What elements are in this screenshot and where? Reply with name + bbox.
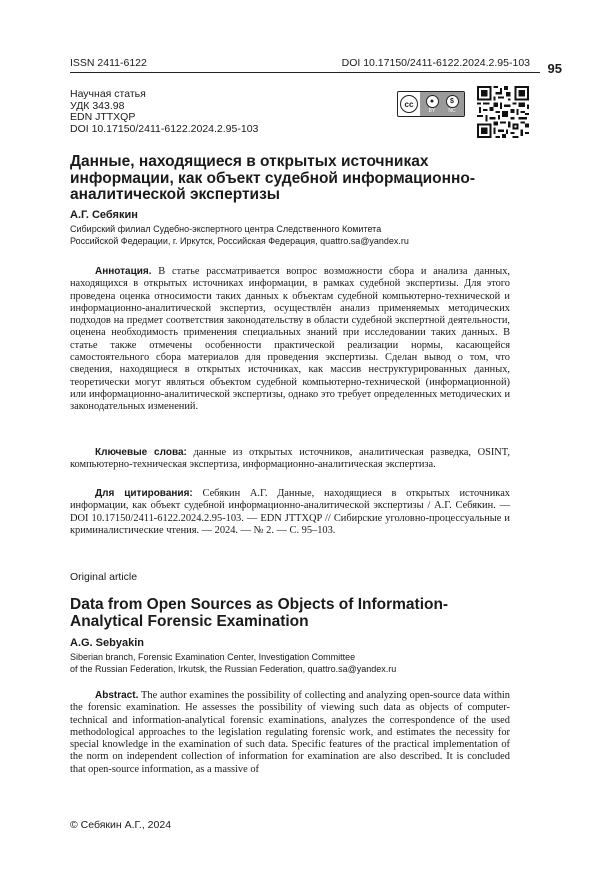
citation-text: Себякин А.Г. Данные, находящиеся в открытых источниках информации, как объект судебной информационно-аналитической экспертизы / А.Г. Себякин. — DOI 10.17150/2411-6122.2024.2.95-103. — EDN JTTXQP // Сибирские уголовно-процессуальные и криминалистические чтения. — 2024. — № 2. — С. 95–103. [70, 488, 511, 536]
article-type-en: Original article [70, 571, 138, 583]
article-title-ru: Данные, находящиеся в открытых источниках информации, как объект судебной информационно-аналитической экспертизы [70, 153, 476, 203]
copyright-notice: © Себякин А.Г., 2024 [70, 819, 172, 831]
cc-logo-icon: cc [398, 92, 420, 116]
abstract-label: Аннотация. [95, 266, 152, 277]
author-name-en: A.G. Sebyakin [70, 637, 144, 649]
page-number: 95 [547, 61, 562, 76]
by-attribution-icon: ● [426, 95, 439, 108]
abstract-ru [70, 266, 510, 414]
nc-noncommercial-icon: $ [446, 95, 459, 108]
affiliation-line: Российской Федерации, г. Иркутск, Российская Федерация, quattro.sa@yandex.ru [70, 235, 409, 246]
udk-code: УДК 343.98 [70, 99, 125, 112]
article-meta [70, 89, 258, 135]
keywords-ru [70, 447, 510, 472]
qr-code-icon[interactable] [477, 86, 529, 138]
author-affiliation-ru [70, 224, 409, 247]
affiliation-line: Siberian branch, Forensic Examination Center, Investigation Committee [70, 652, 356, 662]
article-title-en: Data from Open Sources as Objects of Information-Analytical Forensic Examination [70, 596, 449, 630]
affiliation-line: Сибирский филиал Судебно-экспертного центра Следственного Комитета [70, 224, 382, 234]
affiliation-line: of the Russian Federation, Irkutsk, the Russian Federation, quattro.sa@yandex.ru [70, 663, 397, 674]
abstract-text: The author examines the possibility of collecting and analyzing open-source data within the forensic examination. He assesses the possibility of viewing such data as objects of computer-technical and information-analytical forensic examinations, analyzes the correspondence of the used methodological approaches to the legislation regulating forensic work, and estimates the necessity for special knowledge in the examination of such data. Specific features of the practical implementation of the norm on independent collection of information for examination are also described. It is concluded that open-source information, as a massive of [70, 690, 510, 775]
running-header-doi: DOI 10.17150/2411-6122.2024.2.95-103 [341, 57, 530, 69]
author-affiliation-en [70, 652, 396, 675]
abstract-text: В статье рассматривается вопрос возможности сбора и анализа данных, находящихся в открытых источниках информации, в рамках судебной экспертизы. Для этого проведена оценка относимости таких данных к объектам судебной компьютерно-технической и информационно-аналитической экспертиз, осуществлён анализ применяемых методических подходов на предмет соответствия законодательству в области судебной экспертной деятельности, оценена необходимость применения специальных знаний при исследовании таких данных. В статье также отмечены особенности практической реализации нормы, касающейся самостоятельного сбора материалов для проведения экспертизы. Сделан вывод о том, что сведения, находящиеся в открытых источниках, как массив неструктурированных данных, теоретически могут являться объектом судебной компьютерно-технической (информационной) или информационно-аналитической экспертизы, однако это требует определенных методических и законодательных изменений. [70, 266, 510, 413]
header-rule [70, 72, 540, 73]
article-doi: DOI 10.17150/2411-6122.2024.2.95-103 [70, 122, 259, 135]
by-label: BY [428, 107, 436, 114]
article-type: Научная статья [70, 88, 146, 100]
cc-license-badge[interactable] [397, 91, 465, 117]
edn-code: EDN JTTXQP [70, 111, 136, 124]
citation-label: Для цитирования: [95, 488, 193, 499]
journal-issn: ISSN 2411-6122 [70, 57, 147, 69]
abstract-label: Abstract. [95, 690, 139, 701]
author-name-ru: А.Г. Себякин [70, 209, 138, 221]
keywords-text: данные из открытых источников, аналитическая разведка, OSINT, компьютерно-техническая экспертиза, информационно-аналитическая экспертиза. [70, 447, 510, 471]
nc-label: NC [448, 107, 456, 114]
citation-ru [70, 488, 510, 537]
keywords-label: Ключевые слова: [95, 447, 187, 458]
abstract-en [70, 690, 510, 776]
